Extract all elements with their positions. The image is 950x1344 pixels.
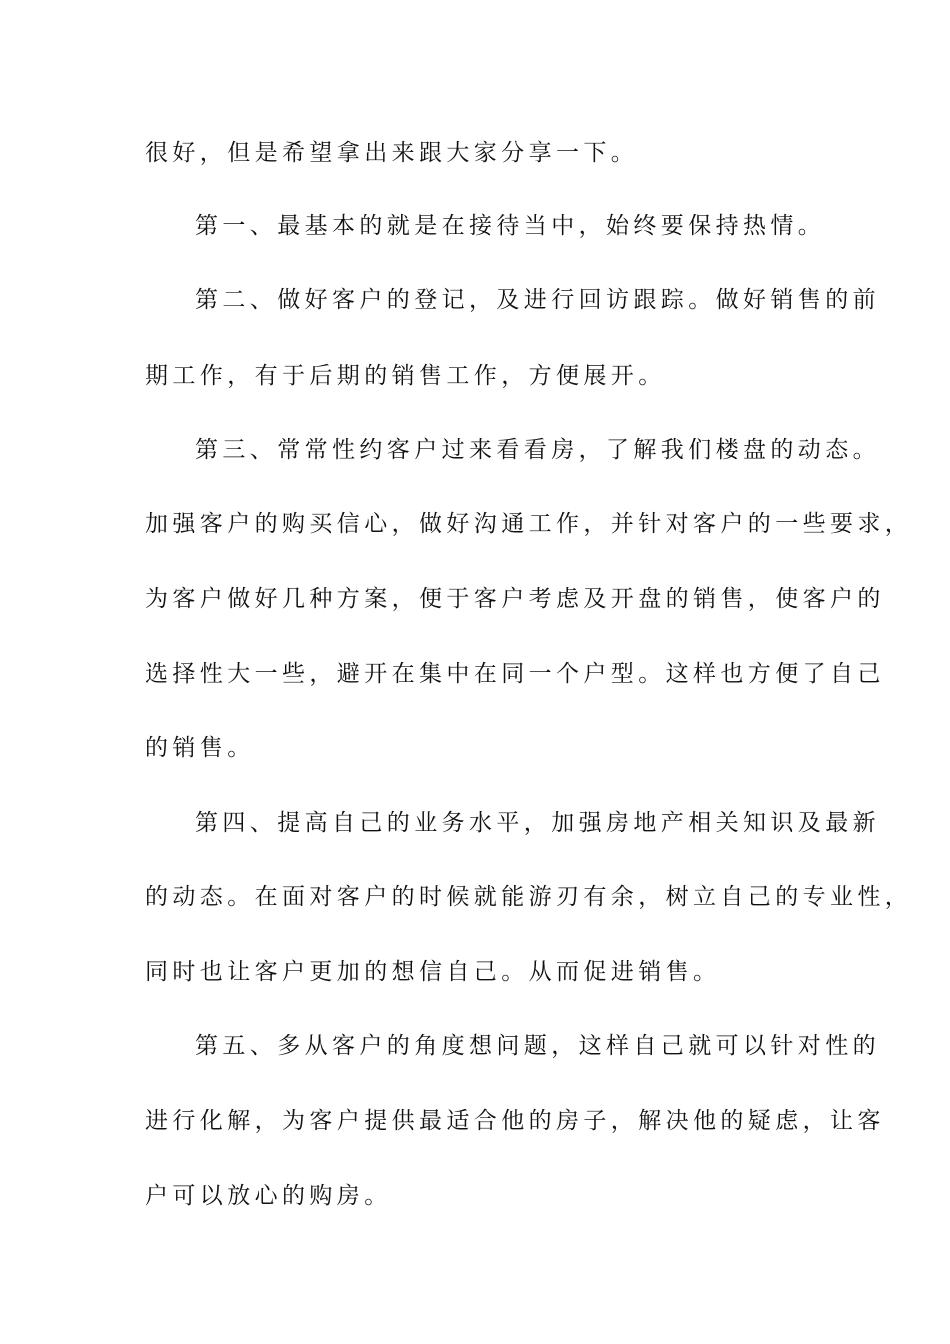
text-line: 同时也让客户更加的想信自己。从而促进销售。 [145, 959, 721, 985]
paragraph-first-line: 第四、提高自己的业务水平，加强房地产相关知识及最新 [195, 810, 880, 836]
text-line: 户可以放心的购房。 [145, 1183, 392, 1209]
text-line: 选择性大一些，避开在集中在同一个户型。这样也方便了自己 [145, 661, 885, 687]
paragraph-first-line: 第一、最基本的就是在接待当中，始终要保持热情。 [195, 213, 826, 239]
text-line: 期工作，有于后期的销售工作，方便展开。 [145, 363, 666, 389]
text-line: 加强客户的购买信心，做好沟通工作，并针对客户的一些要求， [145, 511, 913, 537]
text-line: 为客户做好几种方案，便于客户考虑及开盘的销售，使客户的 [145, 586, 885, 612]
text-line: 的动态。在面对客户的时候就能游刃有余，树立自己的专业性， [145, 884, 913, 910]
paragraph-first-line: 第二、做好客户的登记，及进行回访跟踪。做好销售的前 [195, 287, 880, 313]
paragraph-first-line: 第三、常常性约客户过来看看房，了解我们楼盘的动态。 [195, 437, 880, 463]
paragraph-first-line: 第五、多从客户的角度想问题，这样自己就可以针对性的 [195, 1033, 880, 1059]
text-line: 进行化解，为客户提供最适合他的房子，解决他的疑虑，让客 [145, 1108, 885, 1134]
text-line: 的销售。 [145, 735, 255, 761]
text-line: 很好，但是希望拿出来跟大家分享一下。 [145, 140, 639, 166]
